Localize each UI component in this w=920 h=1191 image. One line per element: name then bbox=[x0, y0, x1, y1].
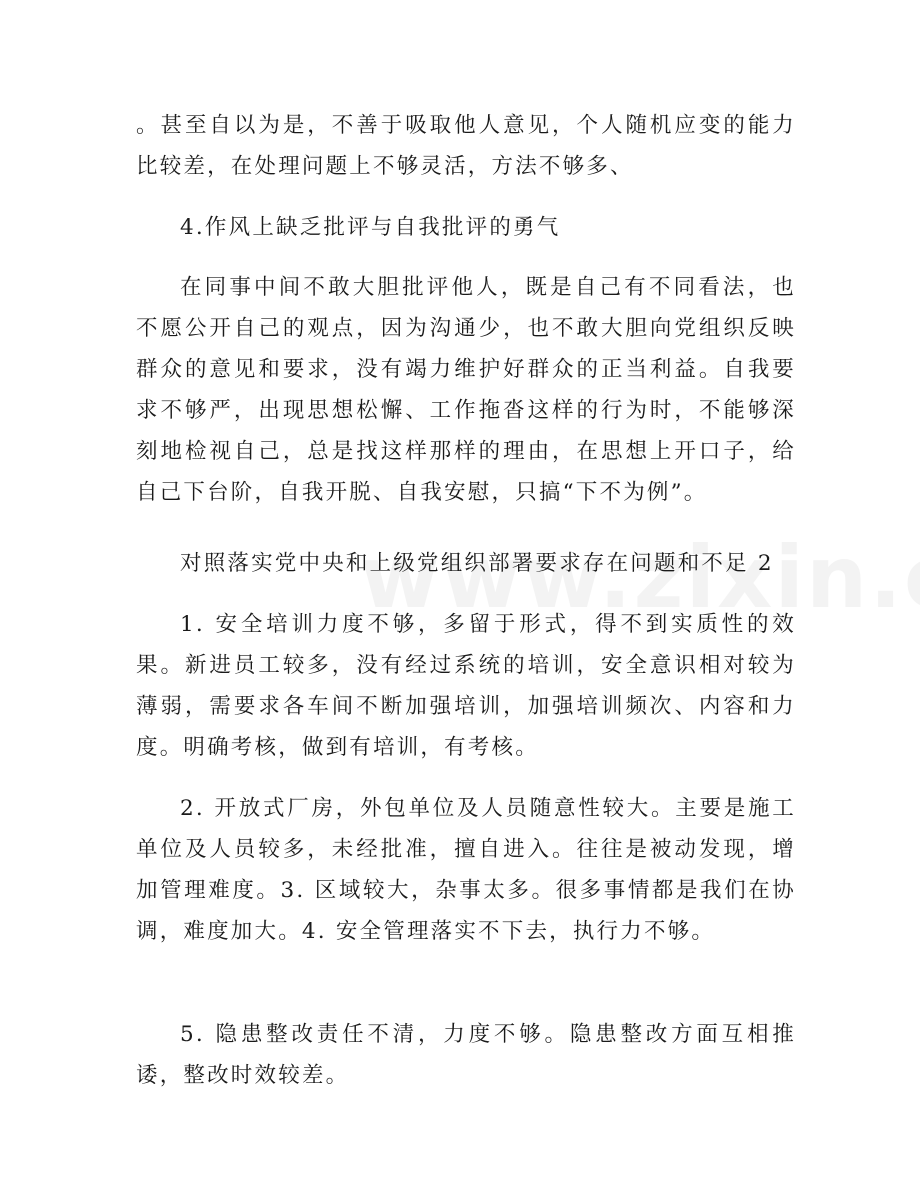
paragraph-item-5: 5. 隐患整改责任不清，力度不够。隐患整改方面互相推诿，整改时效较差。 bbox=[136, 1022, 796, 1088]
paragraph-item-2: 2. 开放式厂房，外包单位及人员随意性较大。主要是施工单位及人员较多，未经批准，擅自进入。往往是被动发现，增加管理难度。3. 区域较大，杂事太多。很多事情都是我们在协调，难度加大。4. 安全管理落实不下去，执行力不够。 bbox=[136, 796, 796, 944]
section-title-2: 对照落实党中央和上级党组织部署要求存在问题和不足 2 bbox=[180, 551, 774, 576]
section-heading-4: 4.作风上缺乏批评与自我批评的勇气 bbox=[180, 215, 561, 240]
paragraph-continuation: 。甚至自以为是，不善于吸取他人意见，个人随机应变的能力比较差，在处理问题上不够灵活，方法不够多、 bbox=[136, 113, 796, 179]
paragraph-item-1: 1. 安全培训力度不够，多留于形式，得不到实质性的效果。新进员工较多，没有经过系统的培训，安全意识相对较为薄弱，需要求各车间不断加强培训，加强培训频次、内容和力度。明确考核，做到有培训，有考核。 bbox=[136, 612, 796, 760]
paragraph-criticism: 在同事中间不敢大胆批评他人，既是自己有不同看法，也不愿公开自己的观点，因为沟通少，也不敢大胆向党组织反映群众的意见和要求，没有竭力维护好群众的正当利益。自我要求不够严，出现思想松懈、工作拖沓这样的行为时，不能够深刻地检视自己，总是找这样那样的理由，在思想上开口子，给自己下台阶，自我开脱、自我安慰，只搞“下不为例”。 bbox=[136, 275, 796, 505]
